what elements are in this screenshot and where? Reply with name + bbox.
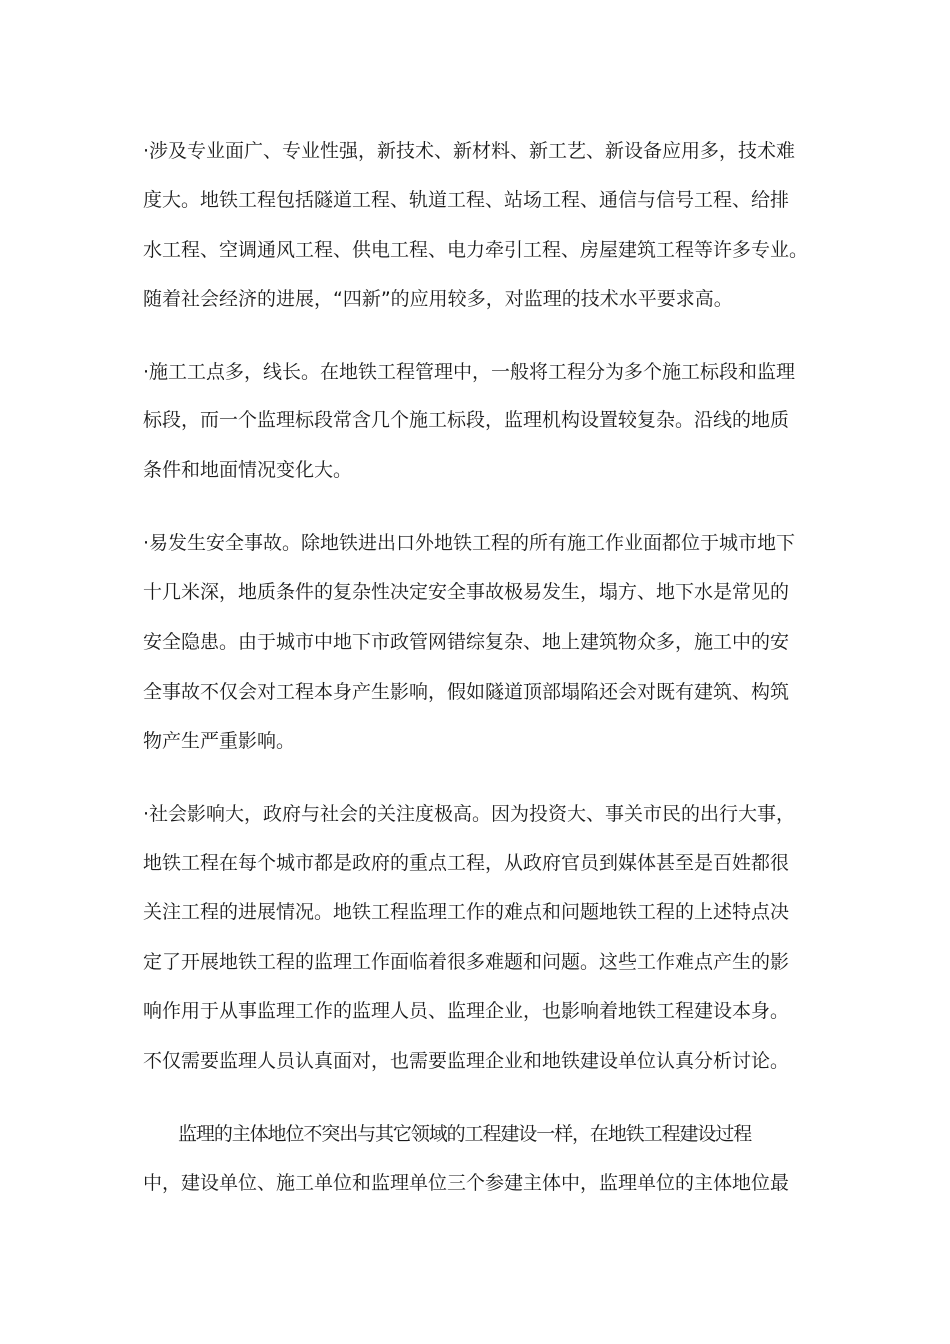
text-line: 中，建设单位、施工单位和监理单位三个参建主体中，监理单位的主体地位最 <box>143 1172 790 1194</box>
text-line: 水工程、空调通风工程、供电工程、电力牵引工程、房屋建筑工程等许多专业。 <box>143 239 809 261</box>
text-line: 安全隐患。由于城市中地下市政管网错综复杂、地上建筑物众多，施工中的安 <box>143 631 790 653</box>
text-line: 不仅需要监理人员认真面对，也需要监理企业和地铁建设单位认真分析讨论。 <box>143 1050 790 1072</box>
text-line: 监理的主体地位不突出与其它领域的工程建设一样，在地铁工程建设过程 <box>178 1123 752 1145</box>
text-line: 定了开展地铁工程的监理工作面临着很多难题和问题。这些工作难点产生的影 <box>143 951 790 973</box>
text-line: 十几米深，地质条件的复杂性决定安全事故极易发生，塌方、地下水是常见的 <box>143 581 790 603</box>
text-line: 条件和地面情况变化大。 <box>143 459 353 481</box>
text-line: 度大。地铁工程包括隧道工程、轨道工程、站场工程、通信与信号工程、给排 <box>143 189 790 211</box>
text-line: 全事故不仅会对工程本身产生影响，假如隧道顶部塌陷还会对既有建筑、构筑 <box>143 681 790 703</box>
text-line: ·涉及专业面广、专业性强，新技术、新材料、新工艺、新设备应用多，技术难 <box>143 140 796 162</box>
text-line: 地铁工程在每个城市都是政府的重点工程，从政府官员到媒体甚至是百姓都很 <box>143 852 790 874</box>
text-line: ·易发生安全事故。除地铁进出口外地铁工程的所有施工作业面都位于城市地下 <box>143 532 796 554</box>
text-line: 随着社会经济的进展，“四新”的应用较多，对监理的技术水平要求高。 <box>143 288 733 310</box>
text-line: 标段，而一个监理标段常含几个施工标段，监理机构设置较复杂。沿线的地质 <box>143 409 790 431</box>
text-line: 响作用于从事监理工作的监理人员、监理企业，也影响着地铁工程建设本身。 <box>143 1000 790 1022</box>
text-line: ·社会影响大，政府与社会的关注度极高。因为投资大、事关市民的出行大事， <box>143 803 796 825</box>
text-line: 物产生严重影响。 <box>143 730 296 752</box>
text-line: 关注工程的进展情况。地铁工程监理工作的难点和问题地铁工程的上述特点决 <box>143 901 790 923</box>
text-line: ·施工工点多，线长。在地铁工程管理中，一般将工程分为多个施工标段和监理 <box>143 361 796 383</box>
